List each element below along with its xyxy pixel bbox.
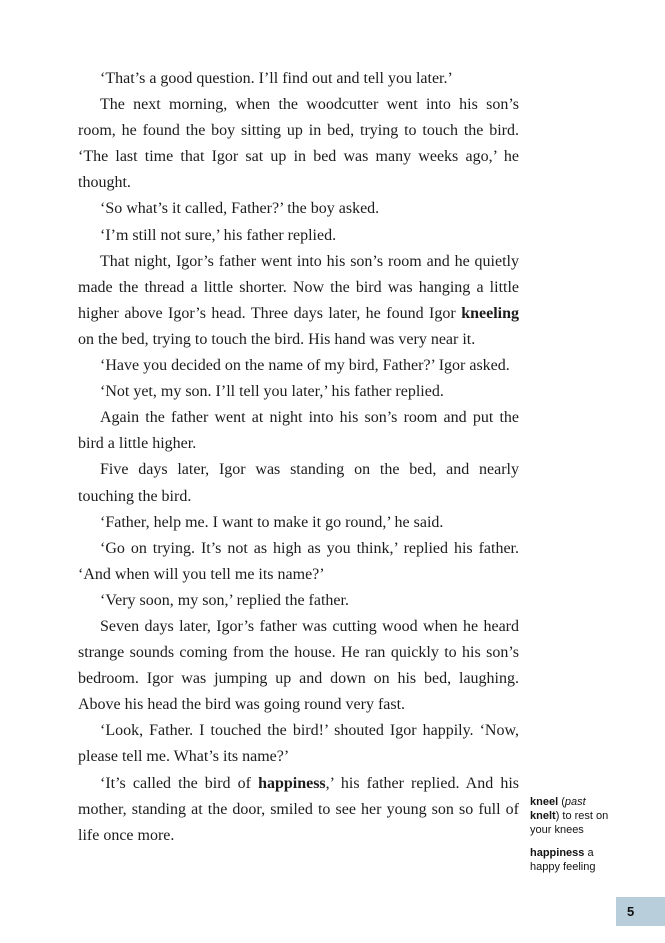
paragraph	[78, 353, 519, 379]
text-segment: Five days later, Igor was standing on the bed, and nearly touching the bird.	[78, 461, 519, 505]
text-segment: ‘I’m still not sure,’ his father replied.	[100, 226, 337, 244]
paragraph	[78, 249, 519, 353]
glossary	[530, 795, 614, 883]
paragraph	[78, 379, 519, 405]
paragraph	[78, 536, 519, 588]
story-text	[78, 66, 519, 849]
text-segment: ‘Look, Father. I touched the bird!’ shouted Igor happily. ‘Now, please tell me. What’s its name?’	[78, 722, 519, 766]
paragraph	[78, 614, 519, 718]
text-segment: on the bed, trying to touch the bird. His hand was very near it.	[78, 330, 476, 348]
text-segment: ‘Very soon, my son,’ replied the father.	[100, 591, 349, 609]
text-segment: ‘Have you decided on the name of my bird, Father?’ Igor asked.	[100, 357, 510, 375]
page-number-badge	[616, 897, 665, 926]
paragraph	[78, 457, 519, 509]
page-number: 5	[627, 904, 635, 919]
paragraph	[78, 92, 519, 196]
text-segment: The next morning, when the woodcutter went into his son’s room, he found the boy sitting up in bed, trying to touch the bird. ‘The last time that Igor sat up in bed was many weeks ago,’ he thought.	[78, 96, 519, 192]
bold-term: kneel	[530, 796, 559, 808]
bold-term: knelt	[530, 810, 556, 822]
bold-term: happiness	[530, 847, 585, 859]
text-segment: Again the father went at night into his son’s room and put the bird a little higher.	[78, 409, 519, 453]
text-segment: ‘Father, help me. I want to make it go round,’ he said.	[100, 513, 444, 531]
text-segment: Seven days later, Igor’s father was cutting wood when he heard strange sounds coming from the house. He ran quickly to his son’s bedroom. Igor was jumping up and down on his bed, laughing. Above his head the bird was going round very fast.	[78, 617, 519, 714]
paragraph	[78, 588, 519, 614]
text-segment: ‘Not yet, my son. I’ll tell you later,’ his father replied.	[100, 383, 444, 401]
paragraph	[78, 223, 519, 249]
paragraph	[78, 771, 519, 849]
text-segment: ‘Go on trying. It’s not as high as you think,’ replied his father. ‘And when will you tell me its name?’	[78, 539, 519, 583]
bold-term: happiness	[258, 774, 326, 792]
paragraph	[78, 510, 519, 536]
text-segment: ‘It’s called the bird of	[100, 774, 259, 792]
paragraph	[78, 405, 519, 457]
text-segment: ,’ his father replied. And his mother, standing at the door, smiled to see her young son so full of life once more.	[78, 774, 519, 844]
glossary-entry	[530, 846, 614, 874]
text-segment: ‘So what’s it called, Father?’ the boy asked.	[100, 200, 380, 218]
paragraph	[78, 196, 519, 222]
text-segment: That night, Igor’s father went into his son’s room and he quietly made the thread a little shorter. Now the bird was hanging a little higher above Igor’s head. Three days later, he found Igor	[78, 252, 519, 322]
text-segment: ) to rest on your knees	[530, 810, 609, 836]
text-segment: (	[558, 796, 565, 808]
paragraph	[78, 66, 519, 92]
paragraph	[78, 718, 519, 770]
text-segment: a happy feeling	[530, 847, 596, 873]
italic-text: past	[564, 796, 586, 808]
text-segment: ‘That’s a good question. I’ll find out and tell you later.’	[100, 70, 453, 87]
bold-term: kneeling	[461, 304, 519, 322]
glossary-entry	[530, 795, 614, 837]
